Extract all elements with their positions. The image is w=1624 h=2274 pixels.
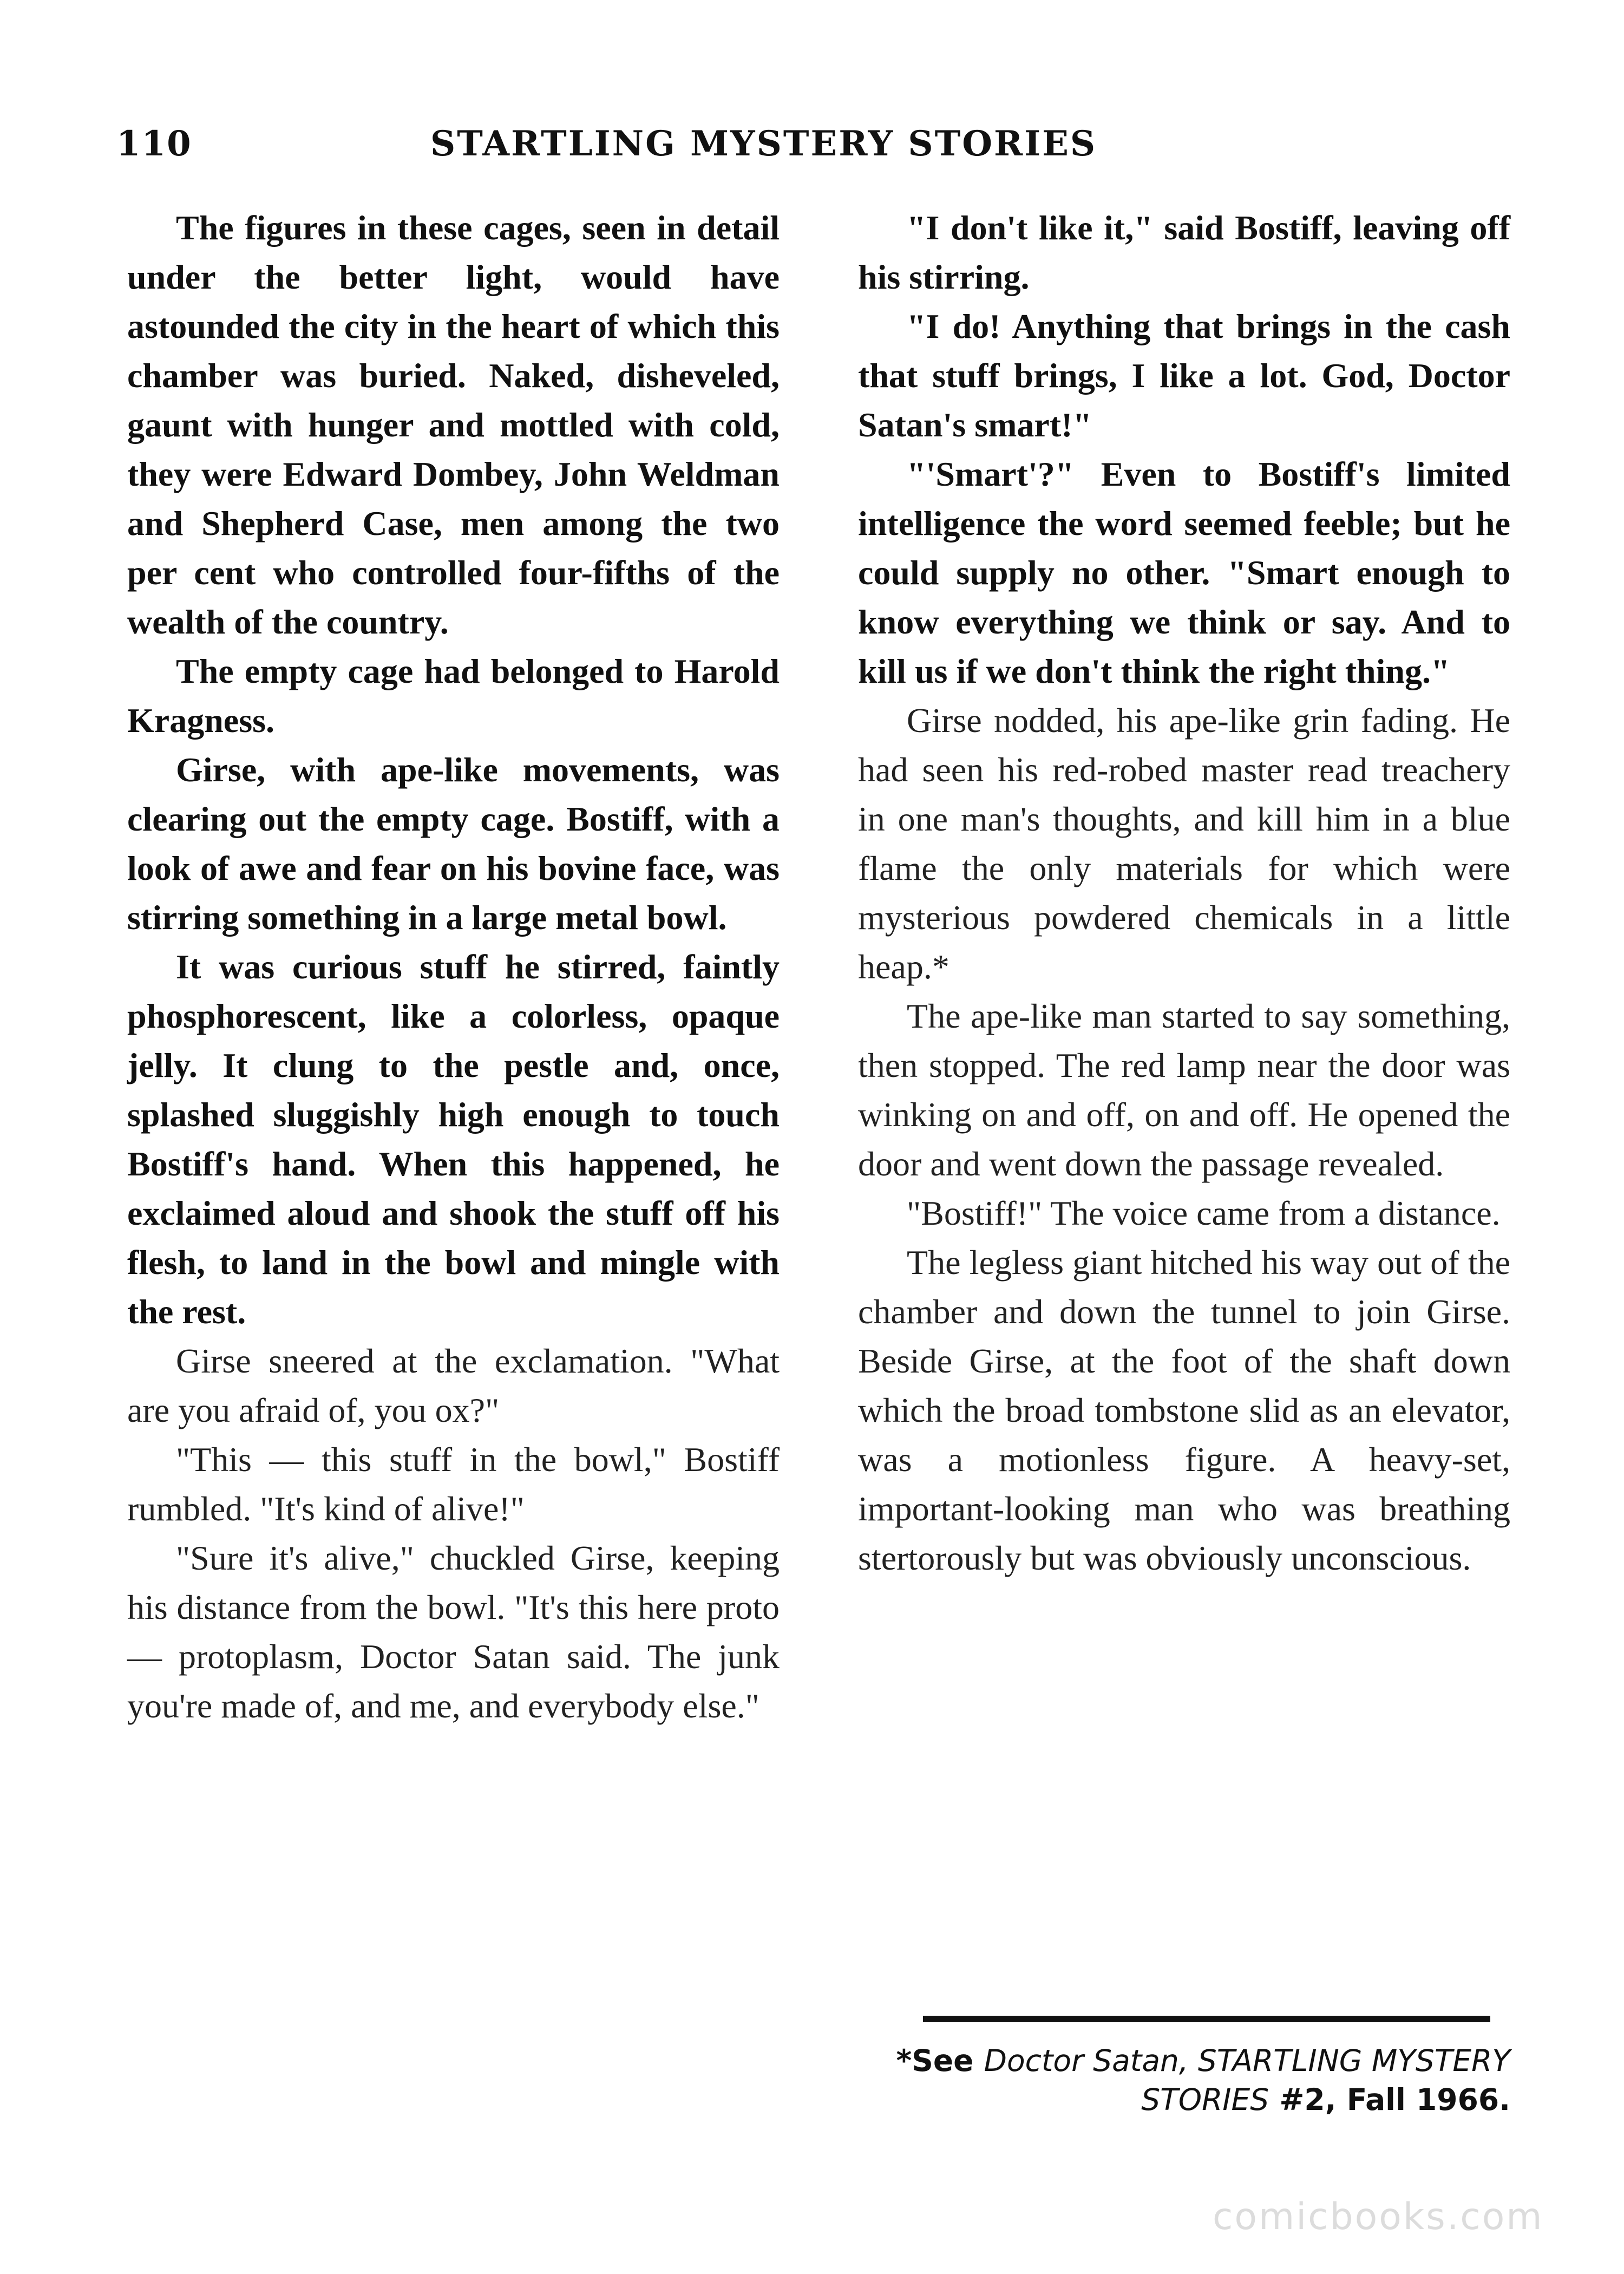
paragraph: Girse nodded, his ape-like grin fading. He had seen his red-robed master read treachery in one man's thoughts, and kill him in a blue flame the only materials for which were mysterious powdered chemicals in a little heap.* xyxy=(858,701,1510,986)
paragraph: It was curious stuff he stirred, faintly phosphorescent, like a colorless, opaque jelly. It clung to the pestle and, once, splashed sluggishly high enough to touch Bostiff's hand. When this happened, he exclaimed aloud and shook the stuff off his flesh, to land in the bowl and mingle with the rest. xyxy=(127,948,780,1331)
paragraph: "Sure it's alive," chuckled Girse, keeping his distance from the bowl. "It's this here proto — protoplasm, Doctor Satan said. The junk you're made of, and me, and everybody else." xyxy=(127,1539,780,1725)
footnote-title: Doctor Satan, STARTLING MYSTERY STORIES xyxy=(984,2043,1510,2117)
paragraph: The figures in these cages, seen in detail under the better light, would have astounded the city in the heart of which this chamber was buried. Naked, disheveled, gaunt with hunger and mottled with cold, they were Edward Dombey, John Weldman and Shepherd Case, men among the two per cent who controlled four-fifths of the wealth of the country. xyxy=(127,208,780,641)
footnote xyxy=(861,2041,1510,2119)
paragraph: The legless giant hitched his way out of the chamber and down the tunnel to join Girse. Beside Girse, at the foot of the shaft down which the broad tombstone slid as an elevator, was a motionless figure. A heavy-set, important-looking man who was breathing stertorously but was obviously unconscious. xyxy=(858,1243,1510,1577)
paragraph: "I don't like it," said Bostiff, leaving off his stirring. xyxy=(858,208,1510,296)
paragraph: "I do! Anything that brings in the cash that stuff brings, I like a lot. God, Doctor Satan's smart!" xyxy=(858,307,1510,444)
left-column xyxy=(127,203,780,1730)
watermark: comicbooks.com xyxy=(1213,2195,1544,2238)
footnote-divider xyxy=(923,2016,1490,2022)
paragraph: The ape-like man started to say something, then stopped. The red lamp near the door was winking on and off, on and off. He opened the door and went down the passage revealed. xyxy=(858,997,1510,1183)
page-number: 110 xyxy=(116,123,192,164)
footnote-prefix: *See xyxy=(896,2043,984,2078)
paragraph: Girse, with ape-like movements, was clearing out the empty cage. Bostiff, with a look of awe and fear on his bovine face, was stirring something in a large metal bowl. xyxy=(127,750,780,937)
paragraph: "'Smart'?" Even to Bostiff's limited intelligence the word seemed feeble; but he could supply no other. "Smart enough to know everything we think or say. And to kill us if we don't think the right thing." xyxy=(858,455,1510,690)
page-header xyxy=(116,123,1502,183)
paragraph: Girse sneered at the exclamation. "What are you afraid of, you ox?" xyxy=(127,1342,780,1429)
right-column xyxy=(858,203,1510,1583)
paragraph: "Bostiff!" The voice came from a distance. xyxy=(907,1194,1501,1232)
paragraph: The empty cage had belonged to Harold Kragness. xyxy=(127,652,780,740)
footnote-suffix: #2, Fall 1966. xyxy=(1269,2082,1510,2117)
running-title: STARTLING MYSTERY STORIES xyxy=(430,123,1097,164)
paragraph: "This — this stuff in the bowl," Bostiff rumbled. "It's kind of alive!" xyxy=(127,1440,780,1528)
